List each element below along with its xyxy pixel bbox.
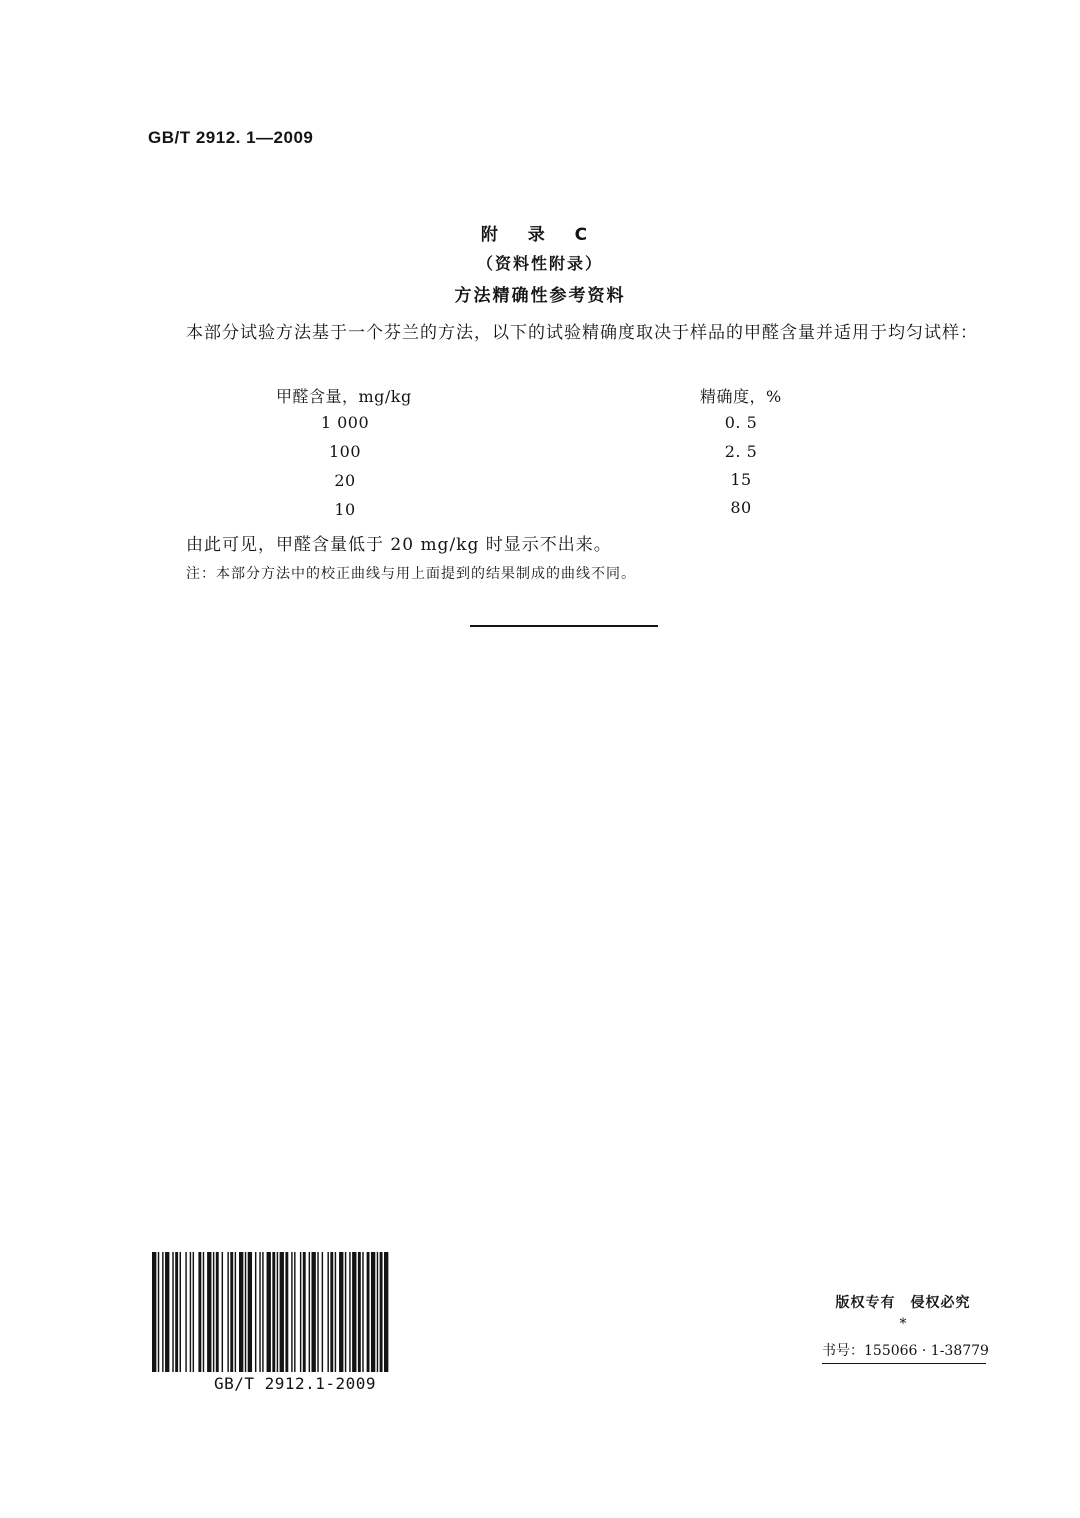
barcode-bar xyxy=(248,1252,252,1372)
annex-title: 附 录 C xyxy=(480,225,600,245)
barcode-bar xyxy=(339,1252,343,1372)
table-cell-precision: 2. 5 xyxy=(724,442,758,461)
barcode-bar xyxy=(327,1252,328,1372)
barcode-bar xyxy=(262,1252,263,1372)
barcode-bar xyxy=(285,1252,288,1372)
barcode-bar xyxy=(272,1252,275,1372)
barcode-bar xyxy=(235,1252,236,1372)
barcode-bar xyxy=(300,1252,301,1372)
table-cell-precision: 0. 5 xyxy=(724,413,758,432)
barcode-bar xyxy=(377,1252,378,1372)
table-header-precision: 精确度，% xyxy=(700,387,782,406)
barcode-bar xyxy=(162,1252,163,1372)
barcode-bar xyxy=(358,1252,361,1372)
barcode-bar xyxy=(198,1252,201,1372)
standard-number: GB/T 2912. 1—2009 xyxy=(148,128,314,147)
conclusion-paragraph: 由此可见，甲醛含量低于 20 mg/kg 时显示不出来。 xyxy=(186,535,612,555)
star-mark: * xyxy=(899,1316,907,1332)
barcode-text: GB/T 2912.1-2009 xyxy=(213,1374,377,1393)
barcode-bar xyxy=(371,1252,375,1372)
barcode xyxy=(150,1252,440,1372)
barcode-bar xyxy=(362,1252,363,1372)
barcode-bar xyxy=(317,1252,318,1372)
book-number: 书号：155066 · 1-38779 xyxy=(822,1340,986,1364)
barcode-bar xyxy=(227,1252,228,1372)
barcode-bar xyxy=(277,1252,278,1372)
barcode-bar xyxy=(322,1252,323,1372)
copyright-notice: 版权专有 侵权必究 xyxy=(835,1295,971,1311)
barcode-bar xyxy=(280,1252,284,1372)
intro-paragraph: 本部分试验方法基于一个芬兰的方法，以下的试验精确度取决于样品的甲醛含量并适用于均匀试样： xyxy=(186,323,978,343)
barcode-bar xyxy=(172,1252,173,1372)
barcode-bar xyxy=(352,1252,356,1372)
barcode-bar xyxy=(230,1252,233,1372)
barcode-bar xyxy=(193,1252,194,1372)
barcode-bar xyxy=(291,1252,292,1372)
table-header-content: 甲醛含量，mg/kg xyxy=(276,387,412,406)
barcode-bar xyxy=(245,1252,246,1372)
barcode-bar xyxy=(239,1252,243,1372)
barcode-bar xyxy=(185,1252,186,1372)
table-cell-content: 100 xyxy=(328,442,362,461)
table-cell-content: 1 000 xyxy=(320,413,370,432)
barcode-bar xyxy=(380,1252,383,1372)
barcode-bar xyxy=(203,1252,204,1372)
table-cell-precision: 80 xyxy=(730,498,752,517)
barcode-bar xyxy=(175,1252,178,1372)
table-cell-content: 20 xyxy=(334,471,356,490)
annex-type: （资料性附录） xyxy=(476,254,603,273)
barcode-bar xyxy=(180,1252,181,1372)
barcode-bar xyxy=(158,1252,159,1372)
barcode-bar xyxy=(190,1252,191,1372)
barcode-bar xyxy=(349,1252,350,1372)
barcode-bar xyxy=(259,1252,260,1372)
barcode-bar xyxy=(213,1252,214,1372)
barcode-bar xyxy=(207,1252,211,1372)
annex-name: 方法精确性参考资料 xyxy=(454,286,626,306)
barcode-bar xyxy=(367,1252,370,1372)
note: 注：本部分方法中的校正曲线与用上面提到的结果制成的曲线不同。 xyxy=(186,566,636,582)
barcode-bar xyxy=(330,1252,333,1372)
barcode-bar xyxy=(303,1252,306,1372)
table-cell-precision: 15 xyxy=(730,470,752,489)
barcode-bar xyxy=(216,1252,219,1372)
barcode-bar xyxy=(384,1252,388,1372)
barcode-bar xyxy=(222,1252,223,1372)
barcode-bar xyxy=(255,1252,256,1372)
barcode-bar xyxy=(345,1252,346,1372)
barcode-bar xyxy=(335,1252,336,1372)
barcode-bar xyxy=(309,1252,310,1372)
table-cell-content: 10 xyxy=(334,500,356,519)
barcode-bar xyxy=(152,1252,156,1372)
barcode-bar xyxy=(312,1252,316,1372)
end-rule xyxy=(470,625,658,627)
barcode-bar xyxy=(267,1252,271,1372)
barcode-bar xyxy=(165,1252,169,1372)
barcode-bar xyxy=(294,1252,295,1372)
